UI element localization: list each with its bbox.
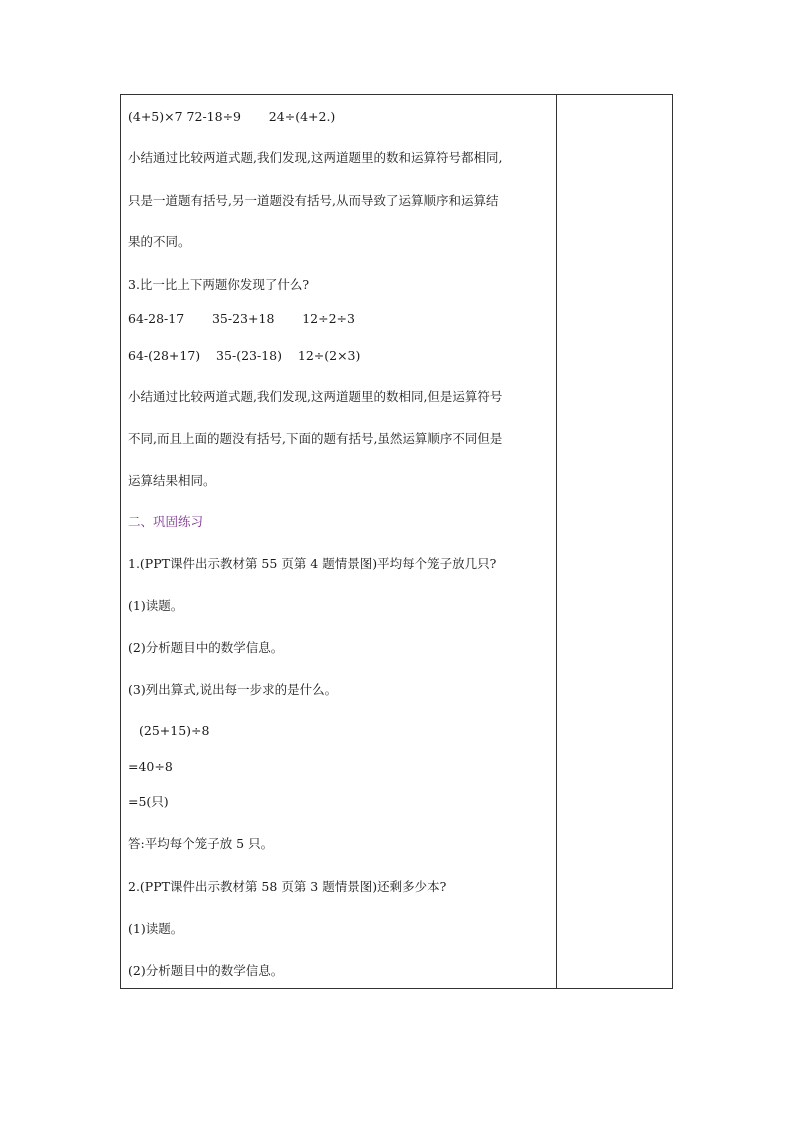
expression-row-upper: 64-28-17 35-23+18 12÷2÷3 [128, 311, 355, 326]
answer-line: 答:平均每个笼子放 5 只。 [128, 836, 274, 851]
summary-1-line-1: 小结通过比较两道式题,我们发现,这两道题里的数和运算符号都相同, [128, 150, 503, 165]
calculation-line-1: (25+15)÷8 [139, 723, 210, 738]
exercise-1-step-2: (2)分析题目中的数学信息。 [128, 640, 284, 655]
notes-column [557, 95, 672, 988]
lesson-table [120, 94, 673, 989]
exercise-1-step-1: (1)读题。 [128, 598, 184, 613]
exercise-2-step-1: (1)读题。 [128, 921, 184, 936]
summary-1-line-3: 果的不同。 [128, 234, 191, 249]
calculation-line-2: =40÷8 [128, 759, 173, 774]
summary-2-line-2: 不同,而且上面的题没有括号,下面的题有括号,虽然运算顺序不同但是 [128, 431, 503, 446]
exercise-2-title: 2.(PPT课件出示教材第 58 页第 3 题情景图)还剩多少本? [128, 879, 447, 894]
section-heading-practice: 二、巩固练习 [128, 514, 204, 529]
summary-2-line-1: 小结通过比较两道式题,我们发现,这两道题里的数相同,但是运算符号 [128, 389, 503, 404]
expression-line-1: (4+5)×7 72-18÷9 24÷(4+2.) [128, 109, 336, 124]
exercise-1-title: 1.(PPT课件出示教材第 55 页第 4 题情景图)平均每个笼子放几只? [128, 556, 497, 571]
exercise-2-step-2: (2)分析题目中的数学信息。 [128, 963, 284, 978]
summary-1-line-2: 只是一道题有括号,另一道题没有括号,从而导致了运算顺序和运算结 [128, 193, 499, 208]
summary-2-line-3: 运算结果相同。 [128, 473, 216, 488]
calculation-line-3: =5(只) [128, 794, 169, 809]
compare-question: 3.比一比上下两题你发现了什么? [128, 277, 310, 292]
expression-row-lower: 64-(28+17) 35-(23-18) 12÷(2×3) [128, 348, 361, 363]
exercise-1-step-3: (3)列出算式,说出每一步求的是什么。 [128, 682, 338, 697]
